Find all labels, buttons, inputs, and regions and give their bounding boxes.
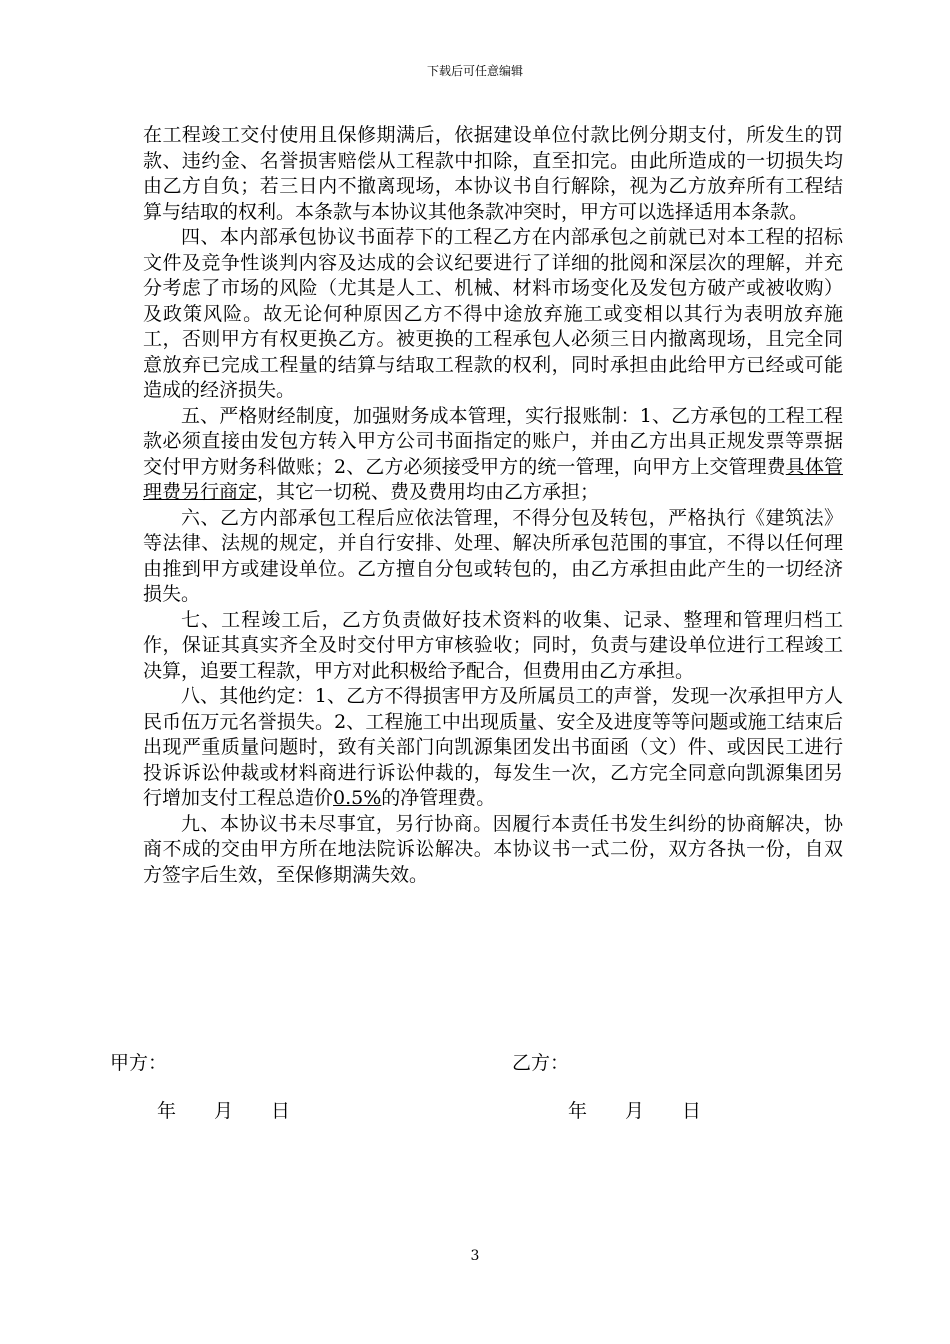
- agreement-body: [143, 123, 843, 888]
- paragraph-text: 七、工程竣工后，乙方负责做好技术资料的收集、记录、整理和管理归档工作，保证其真实齐全及时交付甲方审核验收；同时，负责与建设单位进行工程竣工决算，追要工程款，甲方对此积极给予配合，但费用由乙方承担。: [143, 608, 843, 682]
- paragraph-text: 八、其他约定：1、乙方不得损害甲方及所属员工的声誉，发现一次承担甲方人民币伍万元名誉损失。2、工程施工中出现质量、安全及进度等等问题或施工结束后出现严重质量问题时，致有关部门向凯源集团发出书面函（文）件、或因民工进行投诉诉讼仲裁或材料商进行诉讼仲裁的，每发生一次，乙方完全同意向凯源集团另行增加支付工程总造价: [143, 685, 843, 809]
- party-b-date: 年 月 日: [568, 1100, 702, 1122]
- page-number: 3: [470, 1248, 480, 1264]
- underlined-text: 0.5%: [333, 787, 382, 809]
- paragraph-p0: [143, 123, 843, 225]
- paragraph-p7: [143, 608, 843, 685]
- underlined-text: 具体管理费另行商定: [143, 455, 843, 503]
- paragraph-text: 九、本协议书未尽事宜，另行协商。因履行本责任书发生纠纷的协商解决，协商不成的交由甲方所在地法院诉讼解决。本协议书一式二份，双方各执一份，自双方签字后生效，至保修期满失效。: [143, 812, 843, 886]
- paragraph-text: 的净管理费。: [381, 787, 496, 809]
- paragraph-text: 四、本内部承包协议书面荐下的工程乙方在内部承包之前就已对本工程的招标文件及竞争性谈判内容及达成的会议纪要进行了详细的批阅和深层次的理解，并充分考虑了市场的风险（尤其是人工、机械、材料市场变化及发包方破产或被收购）及政策风险。故无论何种原因乙方不得中途放弃施工或变相以其行为表明放弃施工，否则甲方有权更换乙方。被更换的工程承包人必须三日内撤离现场，且完全同意放弃已完成工程量的结算与结取工程款的权利，同时承担由此给甲方已经或可能造成的经济损失。: [143, 226, 843, 401]
- paragraph-p4: [143, 225, 843, 404]
- paragraph-p6: [143, 506, 843, 608]
- paragraph-p5: [143, 404, 843, 506]
- paragraph-text: ，其它一切税、费及费用均由乙方承担；: [257, 481, 600, 503]
- page-header: 下载后可任意编辑: [426, 64, 523, 78]
- paragraph-text: 五、严格财经制度，加强财务成本管理，实行报账制：1、乙方承包的工程工程款必须直接由发包方转入甲方公司书面指定的账户，并由乙方出具正规发票等票据交付甲方财务科做账；2、乙方必须接受甲方的统一管理，向甲方上交管理费: [143, 404, 843, 478]
- paragraph-p8: [143, 684, 843, 812]
- party-a-date: 年 月 日: [157, 1100, 291, 1122]
- party-a-label: 甲方：: [110, 1052, 168, 1074]
- paragraph-text: 六、乙方内部承包工程后应依法管理，不得分包及转包，严格执行《建筑法》等法律、法规的规定，并自行安排、处理、解决所承包范围的事宜，不得以任何理由推到甲方或建设单位。乙方擅自分包或转包的，由乙方承担由此产生的一切经济损失。: [143, 506, 843, 605]
- paragraph-p9: [143, 812, 843, 889]
- party-b-label: 乙方：: [512, 1052, 570, 1074]
- paragraph-text: 在工程竣工交付使用且保修期满后，依据建设单位付款比例分期支付，所发生的罚款、违约金、名誉损害赔偿从工程款中扣除，直至扣完。由此所造成的一切损失均由乙方自负；若三日内不撤离现场，本协议书自行解除，视为乙方放弃所有工程结算与结取的权利。本条款与本协议其他条款冲突时，甲方可以选择适用本条款。: [143, 124, 843, 223]
